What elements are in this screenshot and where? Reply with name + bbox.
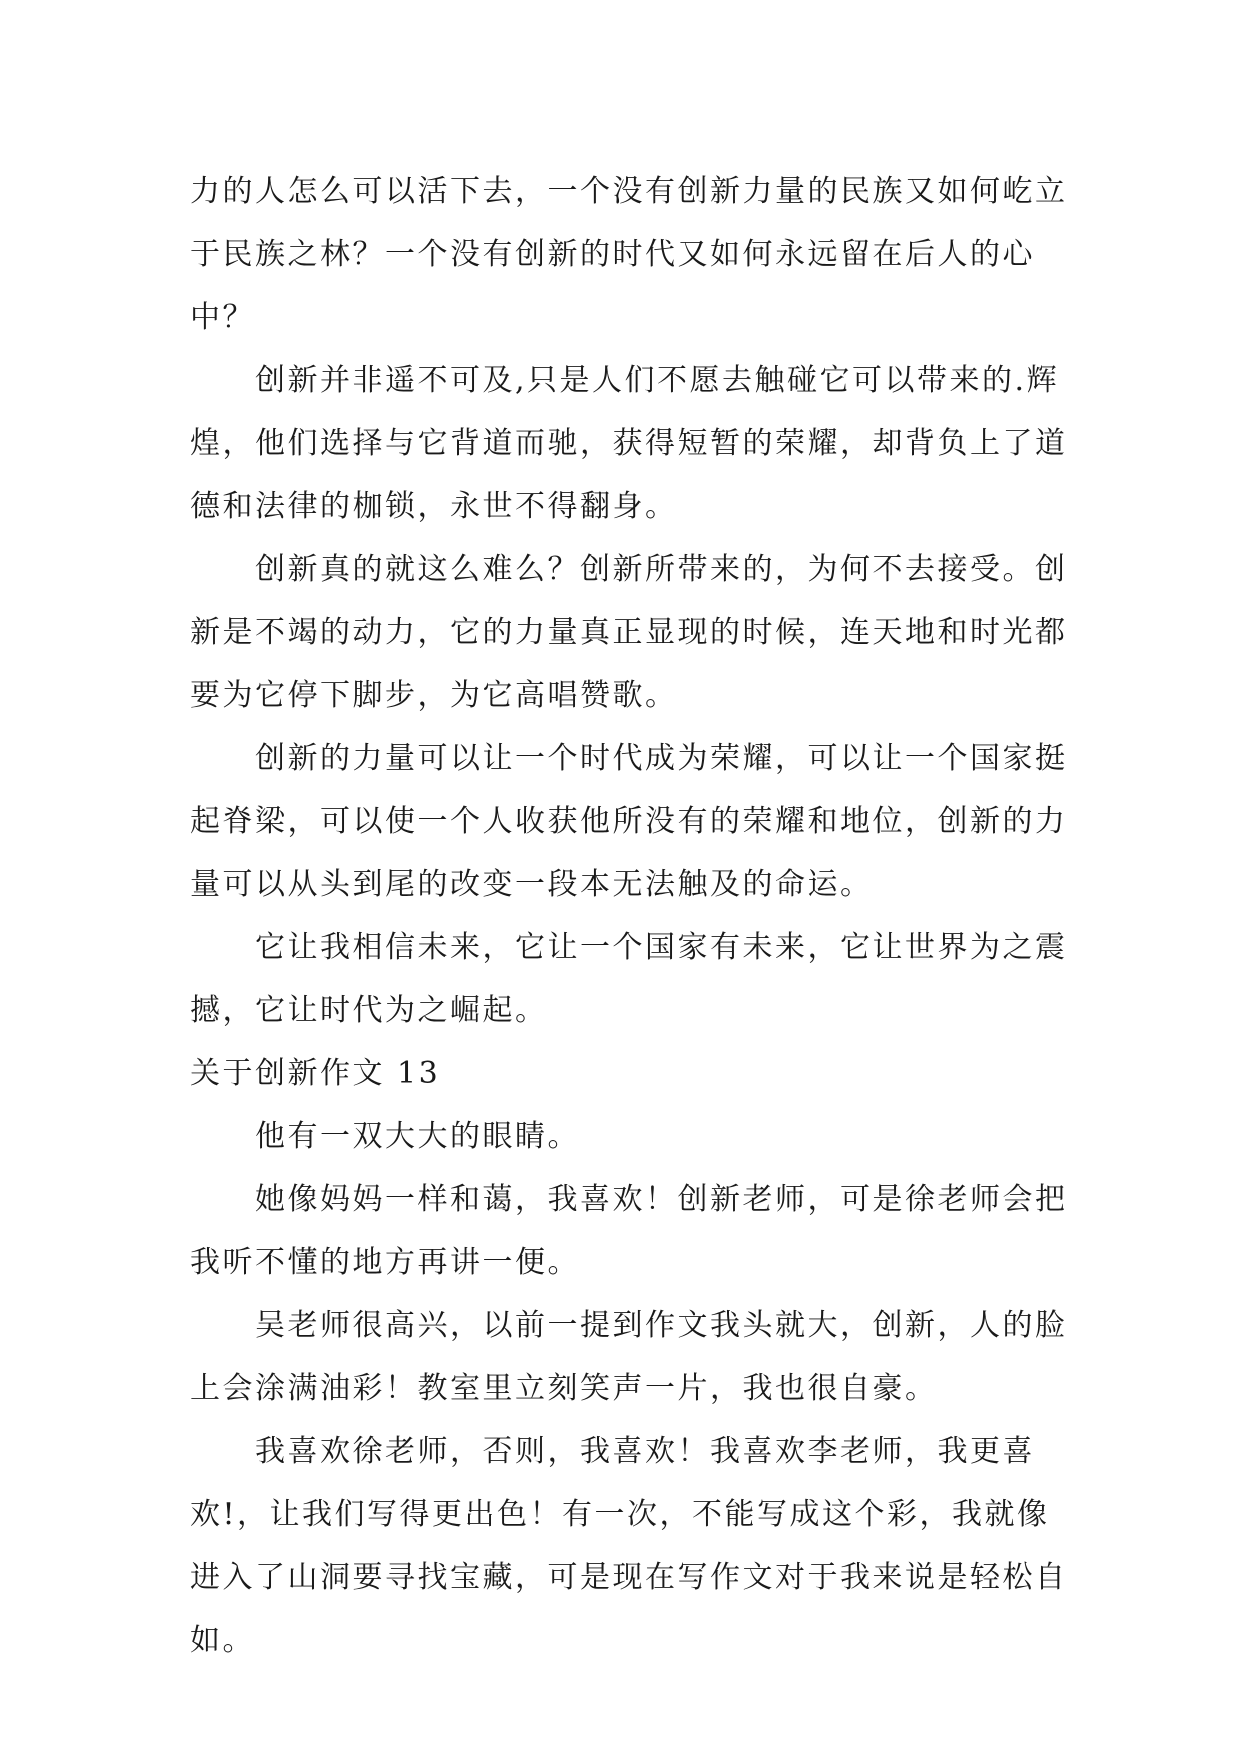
document-body — [190, 160, 1070, 1672]
paragraph-9: 我喜欢徐老师，否则，我喜欢！我喜欢李老师，我更喜欢!，让我们写得更出色！有一次，不能写成这个彩，我就像进入了山洞要寻找宝藏，可是现在写作文对于我来说是轻松自如。 — [190, 1434, 1068, 1658]
paragraph-7: 她像妈妈一样和蔼，我喜欢！创新老师，可是徐老师会把我听不懂的地方再讲一便。 — [190, 1182, 1068, 1280]
paragraph-1: 力的人怎么可以活下去，一个没有创新力量的民族又如何屹立于民族之林？一个没有创新的时代又如何永远留在后人的心中？ — [190, 174, 1068, 335]
paragraph-6: 他有一双大大的眼睛。 — [255, 1119, 580, 1154]
paragraph-3: 创新真的就这么难么？创新所带来的，为何不去接受。创新是不竭的动力，它的力量真正显现的时候，连天地和时光都要为它停下脚步，为它高唱赞歌。 — [190, 552, 1068, 713]
section-heading: 关于创新作文 13 — [190, 1056, 441, 1091]
paragraph-2: 创新并非遥不可及,只是人们不愿去触碰它可以带来的.辉煌，他们选择与它背道而驰，获得短暂的荣耀，却背负上了道德和法律的枷锁，永世不得翻身。 — [190, 363, 1068, 524]
paragraph-4: 创新的力量可以让一个时代成为荣耀，可以让一个国家挺起脊梁，可以使一个人收获他所没有的荣耀和地位，创新的力量可以从头到尾的改变一段本无法触及的命运。 — [190, 741, 1068, 902]
paragraph-8: 吴老师很高兴，以前一提到作文我头就大，创新，人的脸上会涂满油彩！教室里立刻笑声一片，我也很自豪。 — [190, 1308, 1068, 1406]
paragraph-5: 它让我相信未来，它让一个国家有未来，它让世界为之震撼，它让时代为之崛起。 — [190, 930, 1068, 1028]
